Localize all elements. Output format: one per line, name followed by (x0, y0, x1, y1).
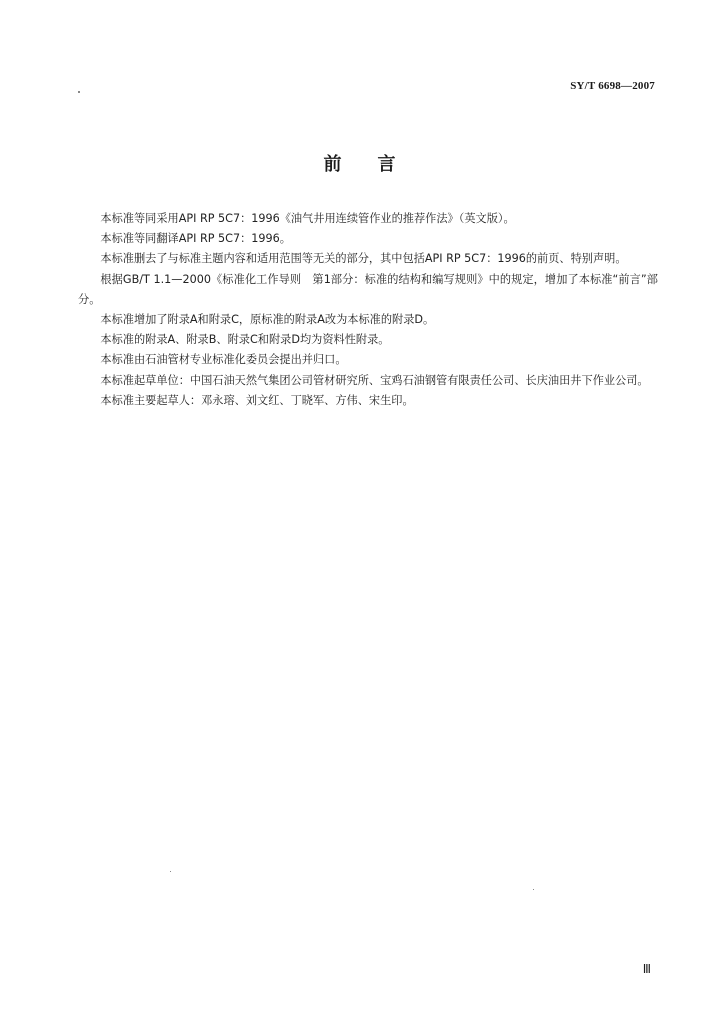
scan-speck (170, 871, 171, 872)
standard-number: SY/T 6698—2007 (570, 80, 655, 92)
paragraph: 本标准等同翻译API RP 5C7：1996。 (100, 232, 291, 246)
scan-speck (533, 889, 534, 890)
paragraph: 本标准起草单位：中国石油天然气集团公司管材研究所、宝鸡石油钢管有限责任公司、长庆油田井下作业公司。 (100, 373, 649, 387)
page-title (0, 150, 719, 176)
foreword-body (78, 209, 658, 411)
paragraph: 本标准增加了附录A和附录C，原标准的附录A改为本标准的附录D。 (100, 313, 435, 327)
page-number: Ⅲ (642, 962, 651, 976)
title-char-1: 前 (323, 154, 342, 175)
paragraph: 根据GB/T 1.1—2000《标准化工作导则 第1部分：标准的结构和编写规则》中的规定，增加了本标准“前言”部分。 (78, 272, 658, 306)
paragraph: 本标准主要起草人：邓永瑢、刘文红、丁晓军、方伟、宋生印。 (100, 393, 414, 407)
paragraph: 本标准等同采用API RP 5C7：1996《油气井用连续管作业的推荐作法》（英文版）。 (100, 212, 515, 225)
paragraph: 本标准删去了与标准主题内容和适用范围等无关的部分，其中包括API RP 5C7：1996的前页、特别声明。 (100, 252, 627, 266)
paragraph: 本标准的附录A、附录B、附录C和附录D均为资料性附录。 (100, 333, 390, 347)
scan-speck (78, 91, 80, 93)
paragraph: 本标准由石油管材专业标准化委员会提出并归口。 (100, 353, 347, 367)
title-char-2: 言 (377, 154, 396, 175)
